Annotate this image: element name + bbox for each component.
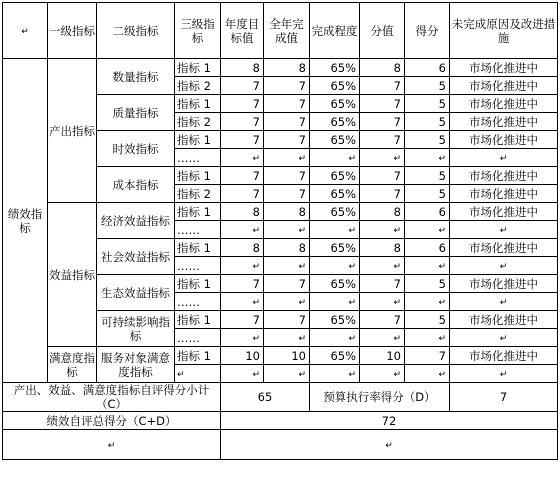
actual-cell: [264, 293, 310, 311]
completion-cell: 65%: [310, 203, 360, 221]
level1-benefit-cell: 效益指标: [48, 203, 97, 347]
blank-right-cell: [221, 430, 558, 460]
reason-cell: 市场化推进中: [450, 203, 558, 221]
actual-cell: 8: [264, 59, 310, 77]
level1-perf-cell: 绩效指标: [3, 59, 48, 383]
paragraph-mark: ↵: [107, 440, 116, 451]
target-cell: 7: [221, 95, 264, 113]
reason-cell: [450, 329, 558, 347]
score-value-cell: 7: [360, 185, 405, 203]
score-value-cell: 10: [360, 347, 405, 365]
score-cell: 6: [405, 59, 450, 77]
level2-timeliness-cell: 时效指标: [97, 131, 175, 167]
actual-cell: 7: [264, 95, 310, 113]
paragraph-mark: ↵: [298, 153, 306, 164]
paragraph-mark: ↵: [499, 261, 508, 272]
score-cell: [405, 365, 450, 383]
paragraph-mark: ↵: [252, 261, 260, 272]
paragraph-mark: ↵: [348, 153, 356, 164]
header-level1: 一级指标: [48, 3, 97, 59]
completion-cell: 65%: [310, 131, 360, 149]
paragraph-mark: ↵: [252, 153, 260, 164]
level3-cell: ……: [175, 257, 221, 275]
level3-cell: [175, 365, 221, 383]
total-label: 绩效自评总得分（C+D）: [3, 412, 221, 430]
score-cell: 5: [405, 275, 450, 293]
header-completion: 完成程度: [310, 3, 360, 59]
target-cell: 7: [221, 311, 264, 329]
table-row: [3, 59, 558, 77]
level3-cell: 指标 1: [175, 95, 221, 113]
paragraph-mark: ↵: [438, 261, 446, 272]
paragraph-mark: ↵: [438, 333, 446, 344]
blank-row: [3, 430, 558, 460]
subtotal-row: [3, 383, 558, 412]
score-value-cell: 7: [360, 77, 405, 95]
score-cell: 5: [405, 185, 450, 203]
score-value-cell: [360, 329, 405, 347]
level3-cell: ……: [175, 293, 221, 311]
completion-cell: 65%: [310, 77, 360, 95]
level3-cell: 指标 2: [175, 77, 221, 95]
reason-cell: 市场化推进中: [450, 185, 558, 203]
header-level3: 三级指标: [175, 3, 221, 59]
target-cell: [221, 293, 264, 311]
actual-cell: 8: [264, 239, 310, 257]
paragraph-mark: ↵: [298, 369, 306, 380]
total-row: [3, 412, 558, 430]
completion-cell: 65%: [310, 311, 360, 329]
score-cell: 5: [405, 113, 450, 131]
score-value-cell: 7: [360, 311, 405, 329]
paragraph-mark: ↵: [252, 297, 260, 308]
level3-cell: ……: [175, 329, 221, 347]
level3-cell: 指标 1: [175, 311, 221, 329]
paragraph-mark: ↵: [348, 297, 356, 308]
reason-cell: 市场化推进中: [450, 77, 558, 95]
target-cell: 7: [221, 275, 264, 293]
score-value-cell: [360, 257, 405, 275]
paragraph-mark: ↵: [348, 225, 356, 236]
reason-cell: 市场化推进中: [450, 95, 558, 113]
actual-cell: [264, 329, 310, 347]
paragraph-mark: ↵: [385, 440, 393, 451]
score-cell: 5: [405, 131, 450, 149]
paragraph-mark: ↵: [348, 333, 356, 344]
paragraph-mark: ↵: [438, 297, 446, 308]
level3-cell: 指标 1: [175, 131, 221, 149]
actual-cell: 8: [264, 203, 310, 221]
level2-sustainable-cell: 可持续影响指标: [97, 311, 175, 347]
target-cell: 7: [221, 131, 264, 149]
reason-cell: [450, 293, 558, 311]
completion-cell: 65%: [310, 95, 360, 113]
paragraph-mark: ↵: [348, 369, 356, 380]
paragraph-mark: ↵: [438, 369, 446, 380]
actual-cell: [264, 221, 310, 239]
table-row: [3, 203, 558, 221]
header-level2: 二级指标: [97, 3, 175, 59]
target-cell: [221, 365, 264, 383]
paragraph-mark: ↵: [499, 297, 508, 308]
target-cell: [221, 257, 264, 275]
header-annual-target: 年度目标值: [221, 3, 264, 59]
score-value-cell: [360, 221, 405, 239]
score-value-cell: 7: [360, 113, 405, 131]
reason-cell: 市场化推进中: [450, 239, 558, 257]
actual-cell: 7: [264, 131, 310, 149]
table-body: [3, 3, 558, 460]
paragraph-mark: ↵: [499, 153, 508, 164]
score-value-cell: 7: [360, 131, 405, 149]
score-value-cell: 7: [360, 167, 405, 185]
score-value-cell: 7: [360, 95, 405, 113]
level2-quantity-cell: 数量指标: [97, 59, 175, 95]
reason-cell: [450, 149, 558, 167]
score-cell: [405, 329, 450, 347]
reason-cell: [450, 257, 558, 275]
header-score: 得分: [405, 3, 450, 59]
reason-cell: 市场化推进中: [450, 347, 558, 365]
completion-cell: [310, 365, 360, 383]
target-cell: 8: [221, 203, 264, 221]
paragraph-mark: ↵: [298, 297, 306, 308]
performance-evaluation-table: [2, 2, 558, 460]
blank-corner-cell: ↵: [3, 3, 48, 59]
budget-label: 预算执行率得分（D）: [310, 383, 450, 412]
level3-cell: 指标 1: [175, 347, 221, 365]
reason-cell: [450, 221, 558, 239]
reason-cell: 市场化推进中: [450, 275, 558, 293]
score-cell: 6: [405, 239, 450, 257]
reason-cell: [450, 365, 558, 383]
paragraph-mark: ↵: [348, 261, 356, 272]
table-row: [3, 347, 558, 365]
level2-ecological-cell: 生态效益指标: [97, 275, 175, 311]
score-value-cell: 8: [360, 203, 405, 221]
level2-economic-cell: 经济效益指标: [97, 203, 175, 239]
paragraph-mark: ↵: [393, 333, 401, 344]
paragraph-mark: ↵: [499, 333, 508, 344]
score-cell: 5: [405, 77, 450, 95]
level2-quality-cell: 质量指标: [97, 95, 175, 131]
actual-cell: 7: [264, 275, 310, 293]
target-cell: [221, 221, 264, 239]
reason-cell: 市场化推进中: [450, 131, 558, 149]
completion-cell: [310, 149, 360, 167]
paragraph-mark: ↵: [298, 333, 306, 344]
level2-cost-cell: 成本指标: [97, 167, 175, 203]
completion-cell: 65%: [310, 113, 360, 131]
completion-cell: 65%: [310, 239, 360, 257]
paragraph-mark: ↵: [298, 261, 306, 272]
subtotal-label: 产出、效益、满意度指标自评得分小计（C）: [3, 383, 221, 412]
score-cell: 5: [405, 167, 450, 185]
score-cell: [405, 257, 450, 275]
level3-cell: 指标 1: [175, 203, 221, 221]
header-row: [3, 3, 558, 59]
actual-cell: 7: [264, 167, 310, 185]
paragraph-mark: ↵: [252, 333, 260, 344]
actual-cell: 7: [264, 77, 310, 95]
completion-cell: [310, 293, 360, 311]
paragraph-mark: ↵: [393, 297, 401, 308]
level3-cell: ……: [175, 149, 221, 167]
target-cell: 7: [221, 113, 264, 131]
score-value-cell: [360, 365, 405, 383]
level3-cell: 指标 1: [175, 275, 221, 293]
level3-cell: 指标 1: [175, 239, 221, 257]
level3-cell: 指标 1: [175, 167, 221, 185]
score-cell: 5: [405, 311, 450, 329]
reason-cell: 市场化推进中: [450, 167, 558, 185]
level2-social-cell: 社会效益指标: [97, 239, 175, 275]
score-value-cell: [360, 293, 405, 311]
target-cell: 8: [221, 59, 264, 77]
header-score-value: 分值: [360, 3, 405, 59]
actual-cell: 7: [264, 311, 310, 329]
budget-value: 7: [450, 383, 558, 412]
score-value-cell: 7: [360, 275, 405, 293]
target-cell: 7: [221, 167, 264, 185]
total-value: 72: [221, 412, 558, 430]
score-cell: 5: [405, 95, 450, 113]
target-cell: 7: [221, 77, 264, 95]
reason-cell: 市场化推进中: [450, 59, 558, 77]
score-cell: [405, 293, 450, 311]
target-cell: [221, 329, 264, 347]
score-value-cell: 8: [360, 59, 405, 77]
level2-service_obj-cell: 服务对象满意度指标: [97, 347, 175, 383]
score-cell: 7: [405, 347, 450, 365]
paragraph-mark: ↵: [252, 225, 260, 236]
actual-cell: 7: [264, 185, 310, 203]
paragraph-mark: ↵: [393, 225, 401, 236]
paragraph-mark: ↵: [393, 369, 401, 380]
score-cell: [405, 149, 450, 167]
completion-cell: 65%: [310, 275, 360, 293]
score-cell: [405, 221, 450, 239]
completion-cell: 65%: [310, 167, 360, 185]
paragraph-mark: ↵: [393, 261, 401, 272]
level3-cell: 指标 2: [175, 185, 221, 203]
completion-cell: 65%: [310, 347, 360, 365]
header-reason: 未完成原因及改进措施: [450, 3, 558, 59]
completion-cell: [310, 329, 360, 347]
target-cell: 10: [221, 347, 264, 365]
paragraph-mark: ↵: [393, 153, 401, 164]
paragraph-mark: ↵: [252, 369, 260, 380]
actual-cell: [264, 257, 310, 275]
blank-left-cell: [3, 430, 221, 460]
subtotal-value: 65: [221, 383, 310, 412]
completion-cell: 65%: [310, 59, 360, 77]
completion-cell: 65%: [310, 185, 360, 203]
paragraph-mark: ↵: [499, 369, 508, 380]
target-cell: 7: [221, 185, 264, 203]
score-cell: 6: [405, 203, 450, 221]
paragraph-mark: ↵: [177, 369, 185, 380]
score-value-cell: 8: [360, 239, 405, 257]
score-value-cell: [360, 149, 405, 167]
reason-cell: 市场化推进中: [450, 311, 558, 329]
paragraph-mark: ↵: [298, 225, 306, 236]
completion-cell: [310, 257, 360, 275]
actual-cell: 10: [264, 347, 310, 365]
level3-cell: 指标 1: [175, 59, 221, 77]
actual-cell: [264, 365, 310, 383]
completion-cell: [310, 221, 360, 239]
paragraph-mark: ↵: [499, 225, 508, 236]
paragraph-mark: ↵: [438, 153, 446, 164]
target-cell: 8: [221, 239, 264, 257]
actual-cell: [264, 149, 310, 167]
level1-output-cell: 产出指标: [48, 59, 97, 203]
paragraph-mark: ↵: [438, 225, 446, 236]
level1-satisfaction-cell: 满意度指标: [48, 347, 97, 383]
reason-cell: 市场化推进中: [450, 113, 558, 131]
level3-cell: ……: [175, 221, 221, 239]
target-cell: [221, 149, 264, 167]
header-annual-actual: 全年完成值: [264, 3, 310, 59]
actual-cell: 7: [264, 113, 310, 131]
level3-cell: 指标 2: [175, 113, 221, 131]
